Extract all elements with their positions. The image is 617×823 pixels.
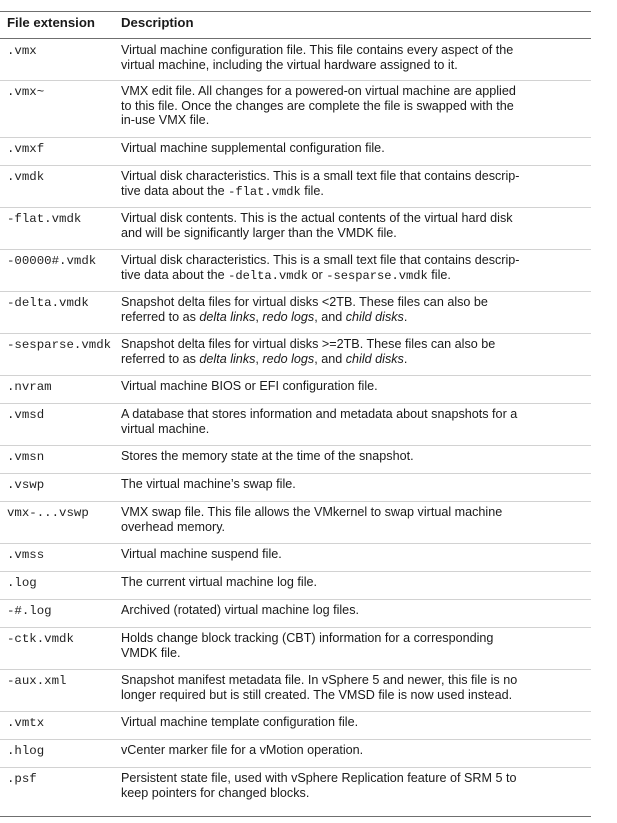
description-cell xyxy=(121,295,583,324)
file-extension-cell: .vmx xyxy=(7,44,37,58)
description-line xyxy=(121,715,583,730)
inline-code: -flat.vmdk xyxy=(228,184,301,199)
description-line xyxy=(121,505,583,520)
text-run: . xyxy=(403,351,408,366)
description-cell xyxy=(121,43,583,72)
description-line xyxy=(121,786,583,801)
table-row xyxy=(0,208,591,250)
italic-term: child disks xyxy=(345,351,404,366)
description-line xyxy=(121,211,583,226)
text-run: Virtual disk characteristics. This is a small text file that contains descrip- xyxy=(121,253,520,267)
description-line xyxy=(121,379,583,394)
column-header-description: Description xyxy=(121,15,194,30)
description-cell xyxy=(121,211,583,240)
description-cell xyxy=(121,169,583,199)
file-extension-cell: .log xyxy=(7,576,37,590)
table-row xyxy=(0,502,591,544)
text-run: , and xyxy=(314,309,346,324)
description-cell xyxy=(121,84,583,128)
text-run: Snapshot delta files for virtual disks >=2TB. These files can also be xyxy=(121,337,496,351)
italic-term: redo logs xyxy=(262,351,315,366)
text-run: Virtual disk characteristics. This is a small text file that contains descrip- xyxy=(121,169,520,183)
italic-term: delta links xyxy=(199,309,256,324)
description-line xyxy=(121,352,583,367)
description-line xyxy=(121,631,583,646)
description-cell xyxy=(121,743,583,758)
file-extension-cell: -delta.vmdk xyxy=(7,296,89,310)
description-line xyxy=(121,688,583,703)
text-run: The current virtual machine log file. xyxy=(121,575,317,589)
table-row xyxy=(0,600,591,628)
description-line xyxy=(121,99,583,114)
text-run: tive data about the xyxy=(121,267,229,282)
table-row xyxy=(0,628,591,670)
file-extension-cell: -flat.vmdk xyxy=(7,212,82,226)
inline-code: -sesparse.vmdk xyxy=(326,268,428,283)
table-bottom-rule xyxy=(0,816,591,817)
description-cell xyxy=(121,407,583,436)
description-line xyxy=(121,84,583,99)
text-run: Virtual disk contents. This is the actual contents of the virtual hard disk xyxy=(121,211,513,225)
file-extension-cell: -sesparse.vmdk xyxy=(7,338,112,352)
file-extension-cell: .hlog xyxy=(7,744,45,758)
file-extension-cell: .vmtx xyxy=(7,716,45,730)
table-row xyxy=(0,376,591,404)
description-line xyxy=(121,113,583,128)
text-run: VMX edit file. All changes for a powered-on virtual machine are applied xyxy=(121,84,516,98)
table-row xyxy=(0,572,591,600)
table-row xyxy=(0,334,591,376)
text-run: Archived (rotated) virtual machine log files. xyxy=(121,603,359,617)
text-run: , xyxy=(255,351,263,366)
description-line xyxy=(121,771,583,786)
text-run: . xyxy=(403,309,408,324)
italic-term: redo logs xyxy=(262,309,315,324)
text-run: to this file. Once the changes are complete the file is swapped with the xyxy=(121,98,514,113)
description-line xyxy=(121,547,583,562)
table-row xyxy=(0,40,591,81)
file-extension-cell: -00000#.vmdk xyxy=(7,254,97,268)
description-line xyxy=(121,310,583,325)
text-run: Virtual machine suspend file. xyxy=(121,547,282,561)
file-extension-cell: .psf xyxy=(7,772,37,786)
description-line xyxy=(121,43,583,58)
inline-code: -delta.vmdk xyxy=(228,268,308,283)
description-line xyxy=(121,226,583,241)
description-line xyxy=(121,58,583,73)
description-line xyxy=(121,743,583,758)
table-top-rule xyxy=(0,11,591,12)
table-row xyxy=(0,712,591,740)
file-extension-cell: .vmss xyxy=(7,548,45,562)
text-run: file. xyxy=(427,267,451,282)
text-run: in-use VMX file. xyxy=(121,113,210,127)
description-cell xyxy=(121,505,583,534)
text-run: referred to as xyxy=(121,351,200,366)
description-cell xyxy=(121,547,583,562)
text-run: keep pointers for changed blocks. xyxy=(121,785,310,800)
description-line xyxy=(121,295,583,310)
file-extension-cell: .vmsn xyxy=(7,450,45,464)
table-row xyxy=(0,670,591,712)
text-run: Stores the memory state at the time of the snapshot. xyxy=(121,449,414,463)
table-row xyxy=(0,250,591,292)
text-run: Virtual machine template configuration file. xyxy=(121,715,359,729)
text-run: Virtual machine configuration file. This file contains every aspect of the xyxy=(121,43,514,57)
description-cell xyxy=(121,477,583,492)
description-line xyxy=(121,646,583,661)
file-extension-cell: -ctk.vmdk xyxy=(7,632,74,646)
description-cell xyxy=(121,603,583,618)
description-line xyxy=(121,141,583,156)
description-cell xyxy=(121,715,583,730)
description-line xyxy=(121,449,583,464)
text-run: or xyxy=(307,267,327,282)
description-line xyxy=(121,673,583,688)
text-run: and will be significantly larger than the VMDK file. xyxy=(121,225,397,240)
table-row xyxy=(0,138,591,166)
description-line xyxy=(121,253,583,268)
description-cell xyxy=(121,449,583,464)
table-row xyxy=(0,81,591,138)
description-cell xyxy=(121,253,583,283)
description-cell xyxy=(121,631,583,660)
table-row xyxy=(0,768,591,816)
file-extension-cell: .nvram xyxy=(7,380,52,394)
table-row xyxy=(0,404,591,446)
table-row xyxy=(0,446,591,474)
file-extension-cell: .vswp xyxy=(7,478,45,492)
text-run: A database that stores information and metadata about snapshots for a xyxy=(121,407,518,421)
file-extension-cell: .vmx~ xyxy=(7,85,45,99)
file-extension-cell: .vmxf xyxy=(7,142,45,156)
file-extension-cell: -#.log xyxy=(7,604,52,618)
text-run: Holds change block tracking (CBT) information for a corresponding xyxy=(121,631,494,645)
table-row xyxy=(0,292,591,334)
description-line xyxy=(121,477,583,492)
description-cell xyxy=(121,575,583,590)
text-run: VMX swap file. This file allows the VMkernel to swap virtual machine xyxy=(121,505,503,519)
text-run: referred to as xyxy=(121,309,200,324)
description-line xyxy=(121,169,583,184)
table-row xyxy=(0,474,591,502)
table-row xyxy=(0,544,591,572)
text-run: virtual machine. xyxy=(121,421,210,436)
text-run: file. xyxy=(300,183,324,198)
text-run: tive data about the xyxy=(121,183,229,198)
text-run: , xyxy=(255,309,263,324)
description-line xyxy=(121,422,583,437)
column-header-file-extension: File extension xyxy=(7,15,95,30)
description-cell xyxy=(121,337,583,366)
file-extension-cell: vmx-...vswp xyxy=(7,506,89,520)
description-line xyxy=(121,184,583,200)
description-line xyxy=(121,337,583,352)
header-rule xyxy=(0,38,591,39)
text-run: virtual machine, including the virtual hardware assigned to it. xyxy=(121,57,458,72)
italic-term: delta links xyxy=(199,351,256,366)
text-run: vCenter marker file for a vMotion operation. xyxy=(121,743,364,757)
table-row xyxy=(0,740,591,768)
description-line xyxy=(121,520,583,535)
text-run: Snapshot manifest metadata file. In vSphere 5 and newer, this file is no xyxy=(121,673,518,687)
description-line xyxy=(121,407,583,422)
description-cell xyxy=(121,771,583,800)
file-extension-cell: .vmsd xyxy=(7,408,45,422)
description-line xyxy=(121,603,583,618)
italic-term: child disks xyxy=(345,309,404,324)
text-run: longer required but is still created. The VMSD file is now used instead. xyxy=(121,687,513,702)
table-row xyxy=(0,166,591,208)
file-extension-cell: .vmdk xyxy=(7,170,45,184)
text-run: , and xyxy=(314,351,346,366)
description-line xyxy=(121,575,583,590)
text-run: Virtual machine supplemental configuration file. xyxy=(121,141,385,155)
text-run: Persistent state file, used with vSphere Replication feature of SRM 5 to xyxy=(121,771,517,785)
text-run: VMDK file. xyxy=(121,645,181,660)
text-run: Snapshot delta files for virtual disks <2TB. These files can also be xyxy=(121,295,488,309)
text-run: The virtual machine’s swap file. xyxy=(121,477,296,491)
description-line xyxy=(121,268,583,284)
description-cell xyxy=(121,673,583,702)
text-run: overhead memory. xyxy=(121,519,226,534)
text-run: Virtual machine BIOS or EFI configuration file. xyxy=(121,379,378,393)
file-extension-cell: -aux.xml xyxy=(7,674,67,688)
description-cell xyxy=(121,379,583,394)
description-cell xyxy=(121,141,583,156)
